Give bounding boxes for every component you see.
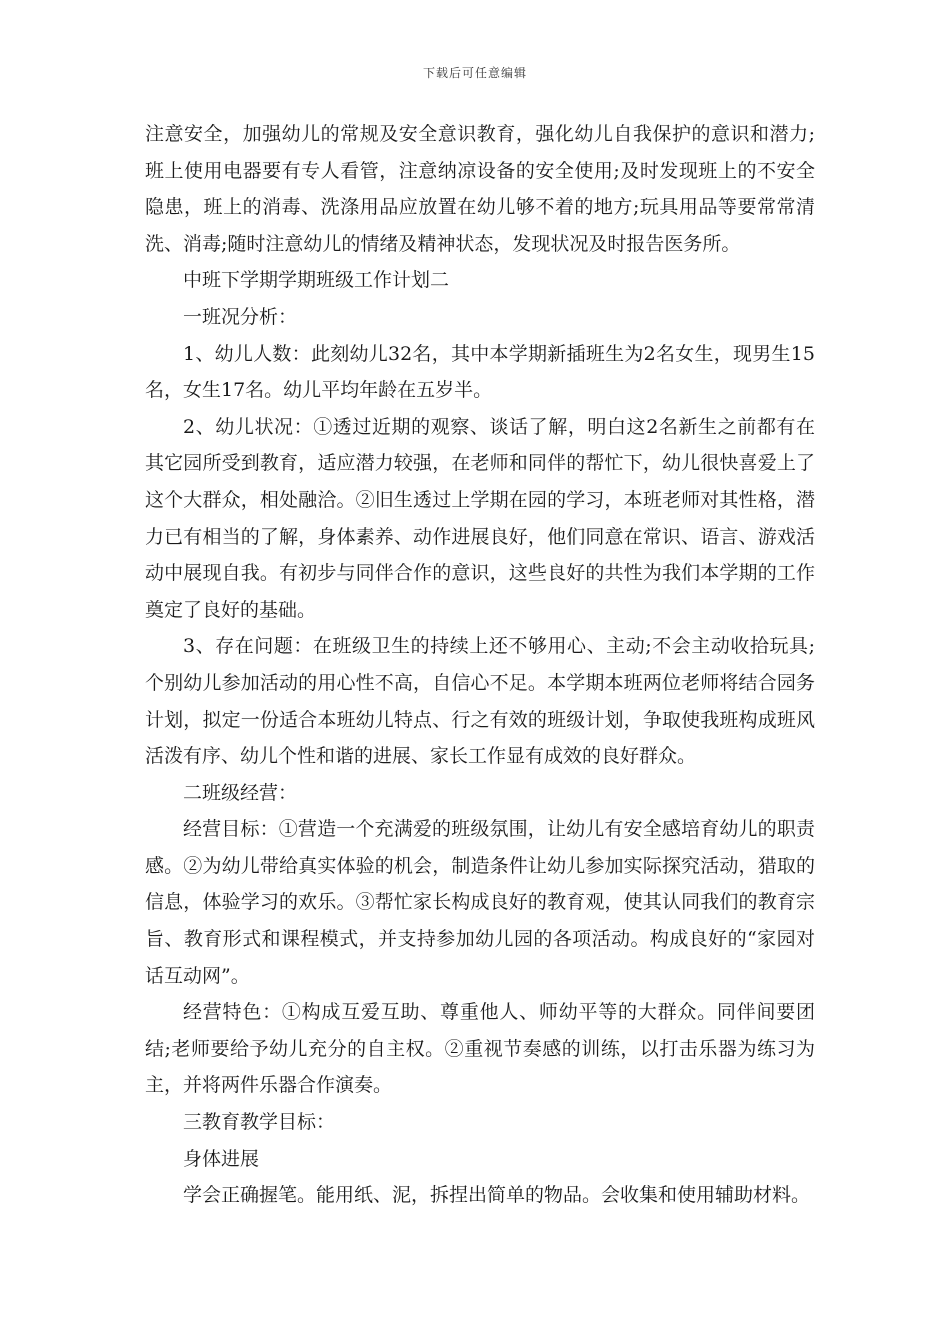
subsection-heading: 身体进展 [183, 1147, 260, 1170]
section-title: 中班下学期学期班级工作计划二 [183, 269, 450, 292]
document-body [145, 116, 815, 1214]
paragraph: 经营特色：①构成互爱互助、尊重他人、师幼平等的大群众。同伴间要团结;老师要给予幼儿充分的自主权。②重视节奏感的训练，以打击乐器为练习为主，并将两件乐器合作演奏。 [145, 1001, 815, 1097]
section-heading: 三教育教学目标： [183, 1111, 336, 1134]
paragraph: 经营目标：①营造一个充满爱的班级氛围，让幼儿有安全感培育幼儿的职责感。②为幼儿带给真实体验的机会，制造条件让幼儿参加实际探究活动，猎取的信息，体验学习的欢乐。③帮忙家长构成良好的教育观，使其认同我们的教育宗旨、教育形式和课程模式，并支持参加幼儿园的各项活动。构成良好的“家园对话互动网”。 [145, 818, 815, 987]
paragraph: 3、存在问题：在班级卫生的持续上还不够用心、主动;不会主动收拾玩具;个别幼儿参加活动的用心性不高，自信心不足。本学期本班两位老师将结合园务计划，拟定一份适合本班幼儿特点、行之有效的班级计划，争取使我班构成班风活泼有序、幼儿个性和谐的进展、家长工作显有成效的良好群众。 [145, 635, 815, 768]
page-header-note: 下载后可任意编辑 [422, 66, 527, 80]
paragraph: 注意安全，加强幼儿的常规及安全意识教育，强化幼儿自我保护的意识和潜力;班上使用电器要有专人看管，注意纳凉设备的安全使用;及时发现班上的不安全隐患，班上的消毒、洗涤用品应放置在幼儿够不着的地方;玩具用品等要常常清洗、消毒;随时注意幼儿的情绪及精神状态，发现状况及时报告医务所。 [145, 123, 815, 255]
paragraph: 1、幼儿人数：此刻幼儿32名，其中本学期新插班生为2名女生，现男生15名，女生17名。幼儿平均年龄在五岁半。 [145, 342, 815, 402]
paragraph: 学会正确握笔。能用纸、泥，拆捏出简单的物品。会收集和使用辅助材料。 [183, 1184, 811, 1207]
section-heading: 二班级经营： [183, 781, 298, 804]
section-heading: 一班况分析： [183, 305, 298, 328]
paragraph: 2、幼儿状况：①透过近期的观察、谈话了解，明白这2名新生之前都有在其它园所受到教育，适应潜力较强，在老师和同伴的帮忙下，幼儿很快喜爱上了这个大群众，相处融洽。②旧生透过上学期在园的学习，本班老师对其性格，潜力已有相当的了解，身体素养、动作进展良好，他们同意在常识、语言、游戏活动中展现自我。有初步与同伴合作的意识，这些良好的共性为我们本学期的工作奠定了良好的基础。 [145, 415, 815, 621]
